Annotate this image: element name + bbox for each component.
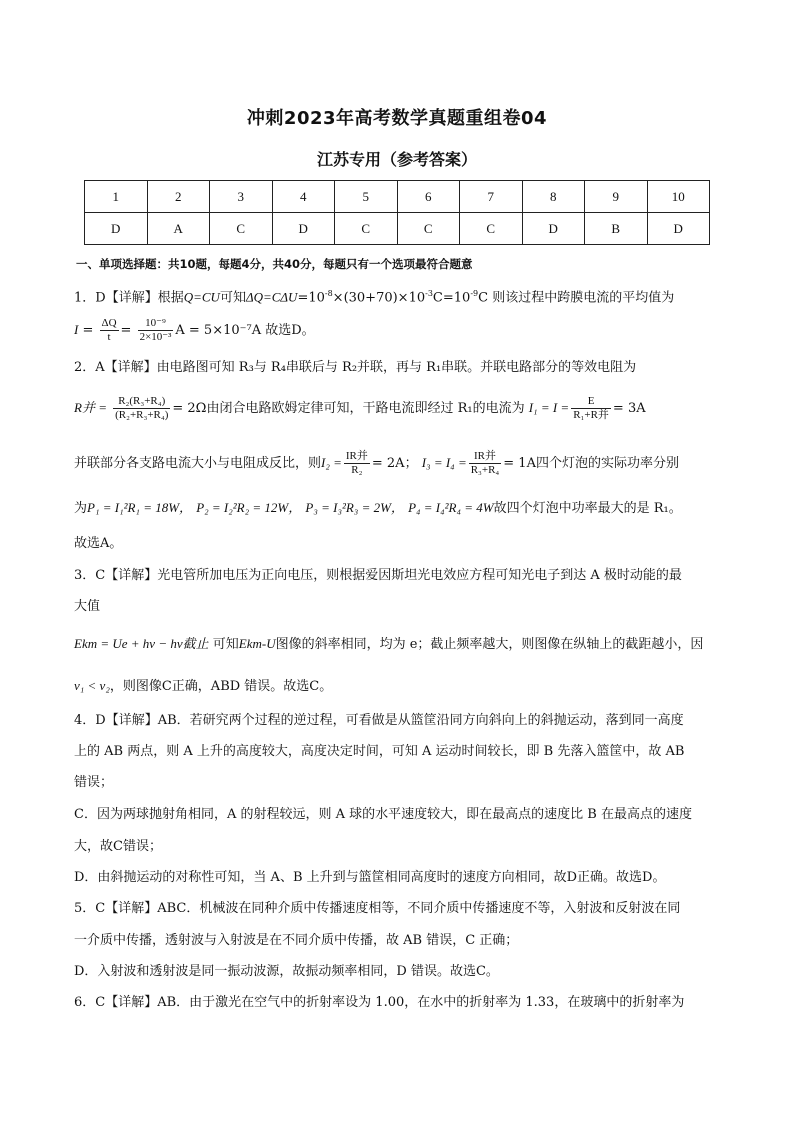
q2-r-lhs: R并 = [74,400,107,415]
answer-table-number-row [85,181,710,213]
fraction-numerator: IR并 [469,450,502,464]
q1-text: ×(30+70)×10 [332,290,426,306]
q2-i2: I₂ = [321,455,342,470]
fraction-denominator: t [107,331,111,343]
q2-text: 四个灯泡的实际功率分别 [535,456,679,471]
q1-lhs: I [74,322,79,337]
answer-number-cell: 9 [585,181,648,213]
q2-i2-fraction [344,450,370,477]
q1-fraction-dq-t [100,317,119,344]
q2-text: 为 [74,501,88,516]
q2-line-3 [74,446,720,481]
q2-r-fraction [113,395,170,422]
q1-formula-dq: ΔQ=CΔU [245,289,298,305]
q1-text: =10 [297,290,325,306]
answer-number-cell: 5 [335,181,398,213]
fraction-denominator: (R₂+R₃+R₄) [115,409,169,421]
q3-line-3 [74,635,720,654]
fraction-denominator: 2×10⁻³ [139,331,172,343]
q3-line-4 [74,677,720,696]
q4-line-4: C．因为两球抛射角相同，A 的射程较远，则 A 球的水平速度较大，即在最高点的速度比 B 在最高点的速度 [74,807,692,822]
q2-i3: I₃ = I₄ = [421,455,467,470]
answer-number-cell: 2 [147,181,210,213]
q1-fraction-value [138,317,174,344]
answer-number-cell: 4 [272,181,335,213]
answer-cell: C [460,213,523,245]
q4-line-2: 上的 AB 两点，则 A 上升的高度较大，高度决定时间，可知 A 运动时间较长，即 B 先落入篮筐中，故 AB [74,744,685,759]
answer-number-cell: 3 [210,181,273,213]
q2-text: 并联部分各支路电流大小与电阻成反比，则 [74,456,322,471]
q2-i1: I₁ = I = [528,400,570,415]
q1-text: 可知 [219,290,246,306]
answer-number-cell: 6 [397,181,460,213]
q1-exp: -8 [324,289,333,298]
q1-line-2: I = $\frac{\Delta Q}{t}$ = $\frac{\text{10⁻⁹}}{\text{2×10⁻³}}$ A = 5×10⁻⁷A 故选D。 [74,317,315,343]
q2-p4: P₄ = I₄²R₄ = 4W [408,500,494,515]
q1-line-1 [74,285,720,307]
answer-cell: A [147,213,210,245]
answer-number-cell: 7 [460,181,523,213]
q3-nu: ν₁ < ν₂ [74,678,110,693]
q3-line-1: 3．C【详解】光电管所加电压为正向电压，则根据爱因斯坦光电效应方程可知光电子到达 A 极时动能的最 [74,568,682,583]
answer-cell: D [522,213,585,245]
q3-text: 可知 [212,637,239,652]
q1-result: A = 5×10⁻⁷A [175,323,262,338]
q2-p2: P₂ = I₂²R₂ = 12W， [196,500,302,515]
fraction-denominator: R₃+R₄ [470,464,500,476]
q5-line-2: 一介质中传播，透射波与入射波是在不同介质中传播，故 AB 错误，C 正确； [74,933,519,948]
fraction-numerator: ΔQ [101,317,117,329]
fraction-numerator: E [571,395,611,409]
fraction-denominator: R₂ [351,464,363,476]
q2-i1-result: = 3A [612,401,646,416]
q2-p3: P₃ = I₃²R₃ = 2W， [305,500,404,515]
answer-cell: C [397,213,460,245]
answer-cell: D [272,213,335,245]
q1-exp: -9 [470,289,479,298]
q2-i3-result: = 1A [503,456,536,471]
q2-line-4 [74,499,720,518]
q1-formula-q: Q=CU [183,289,220,305]
q3-text: ，则图像C正确，ABD 错误。故选C。 [109,679,333,694]
q4-line-5: 大，故C错误； [74,839,162,854]
q2-i1-fraction [571,395,611,422]
q2-line-2 [74,391,720,426]
q2-line-1: 2．A【详解】由电路图可知 R₃与 R₄串联后与 R₂并联，再与 R₁串联。并联电路部分的等效电阻为 [74,360,637,375]
q1-prefix: 1．D【详解】根据 [74,290,184,306]
q2-r-text: 由闭合电路欧姆定律可知，干路电流即经过 R₁的电流为 [206,401,525,416]
answer-cell: C [335,213,398,245]
q2-i3-fraction [469,450,502,477]
fraction-numerator: 10⁻⁹ [138,317,174,331]
answer-table [84,180,710,245]
answer-number-cell: 1 [85,181,148,213]
fraction-numerator: R₂(R₃+R₄) [113,395,170,409]
fraction-denominator: R₁+R并 [573,409,609,421]
q3-line-2: 大值 [74,599,101,614]
q1-text: C=10 [432,290,471,306]
q1-exp: -3 [425,289,433,298]
q3-ekm-u: Ekm-U [238,636,276,651]
q4-line-6: D．由斜抛运动的对称性可知，当 A、B 上升到与篮筐相同高度时的速度方向相同，故D正确。故选D。 [74,870,666,885]
answer-table-answer-row [85,213,710,245]
section-heading: 一、单项选择题：共10题，每题4分，共40分，每题只有一个选项最符合题意 [76,257,473,271]
page-subtitle: 江苏专用（参考答案） [316,150,477,169]
q5-line-3: D．入射波和透射波是同一振动波源，故振动频率相同，D 错误。故选C。 [74,964,499,979]
q6-line-1: 6．C【详解】AB．由于激光在空气中的折射率设为 1.00，在水中的折射率为 1.33，在玻璃中的折射率为 [74,995,685,1010]
answer-cell: D [647,213,710,245]
answer-cell: D [85,213,148,245]
q5-line-1: 5．C【详解】ABC．机械波在同种介质中传播速度相等，不同介质中传播速度不等，入射波和反射波在同 [74,901,681,916]
answer-number-cell: 10 [647,181,710,213]
answer-cell: C [210,213,273,245]
q3-text: 图像的斜率相同，均为 e；截止频率越大，则图像在纵轴上的截距越小，因 [275,637,704,652]
q2-p1: P₁ = I₁²R₁ = 18W， [87,500,193,515]
q2-i2-result: = 2A； [371,456,418,471]
q1-tail: 故选D。 [265,323,315,338]
q4-line-1: 4．D【详解】AB．若研究两个过程的逆过程，可看做是从篮筐沿同方向斜向上的斜抛运动，落到同一高度 [74,713,684,728]
page-title: 冲刺2023年高考数学真题重组卷04 [246,108,548,129]
answer-number-cell: 8 [522,181,585,213]
answer-cell: B [585,213,648,245]
q4-line-3: 错误； [74,775,114,790]
q3-formula: Ekm = Ue + hν − hν截止 [74,636,209,651]
q2-r-result: = 2Ω [172,401,207,416]
fraction-numerator: IR并 [345,450,368,462]
q1-text: C 则该过程中跨膜电流的平均值为 [478,290,675,306]
q2-text: 故四个灯泡中功率最大的是 R₁。 [493,501,682,516]
q2-line-5: 故选A。 [74,536,123,551]
